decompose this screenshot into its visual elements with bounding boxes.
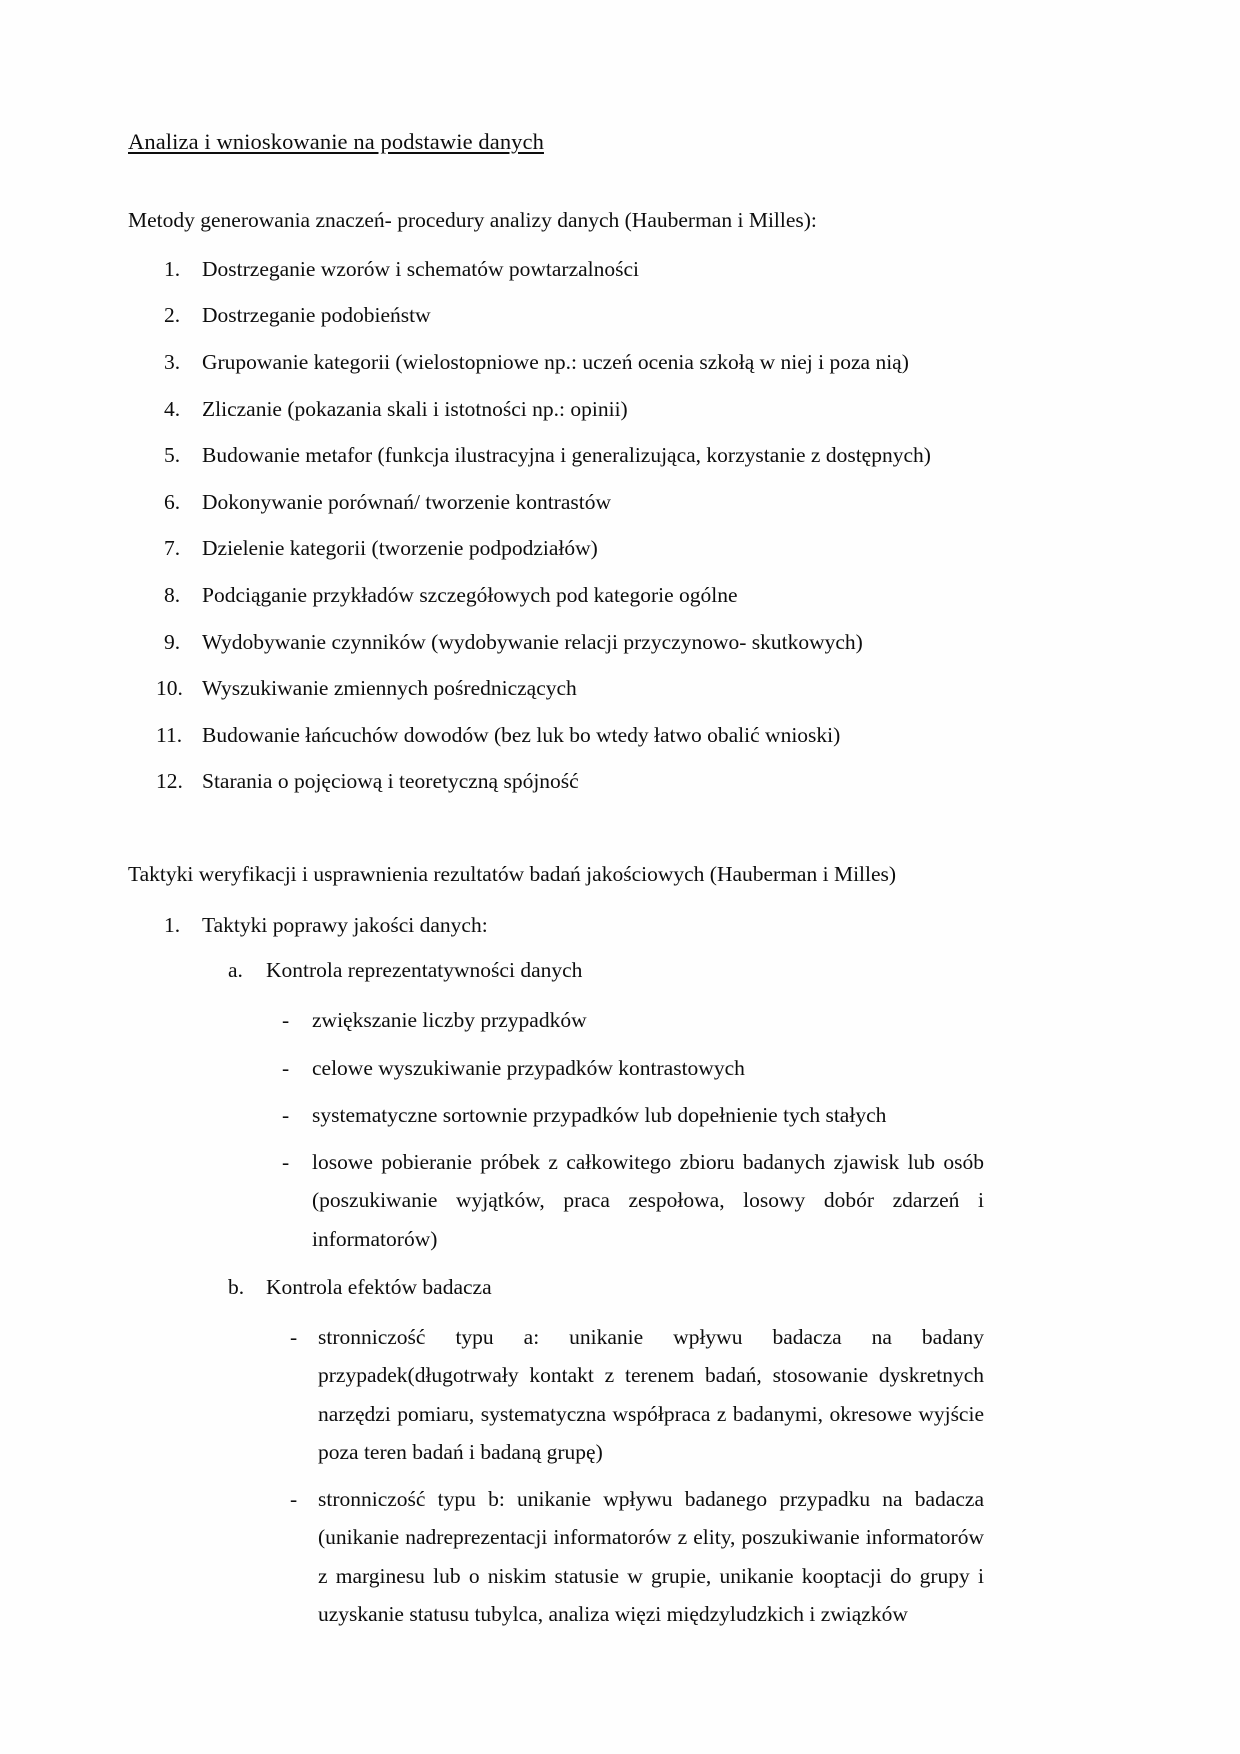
dash-marker: -	[282, 1150, 290, 1175]
list-item	[128, 675, 984, 702]
list-item-text: losowe pobieranie próbek z całkowitego zbioru badanych zjawisk lub osób (poszukiwanie wyjątków, praca zespołowa, losowy dobór zdarzeń i informatorów)	[312, 1150, 984, 1251]
list-item-text: stronniczość typu a: unikanie wpływu badacza na badany przypadek(długotrwały kontakt z terenem badań, stosowanie dyskretnych narzędzi pomiaru, systematyczna współpraca z badanymi, okresowe wyjście poza teren badań i badaną grupę)	[318, 1325, 984, 1464]
list-marker: b.	[228, 1274, 245, 1299]
list-item-text: Wydobywanie czynników (wydobywanie relacji przyczynowo- skutkowych)	[202, 629, 863, 654]
list-item	[266, 1143, 984, 1258]
list-item-text: Zliczanie (pokazania skali i istotności np.: opinii)	[202, 396, 628, 421]
methods-list	[128, 256, 984, 795]
list-item	[128, 489, 984, 516]
list-item	[128, 349, 984, 376]
list-item-text: Dostrzeganie wzorów i schematów powtarzalności	[202, 256, 640, 281]
section-1-lead: Metody generowania znaczeń- procedury analizy danych (Hauberman i Milles):	[128, 208, 817, 232]
list-item-text: Wyszukiwanie zmiennych pośredniczących	[202, 676, 577, 701]
list-item	[128, 582, 984, 609]
list-item	[278, 1318, 984, 1471]
list-item	[202, 957, 984, 1258]
list-marker: 7.	[164, 536, 181, 561]
list-item-text: Starania o pojęciową i teoretyczną spójność	[202, 769, 579, 794]
dash-marker: -	[282, 1008, 290, 1033]
list-item-text: celowe wyszukiwanie przypadków kontrastowych	[312, 1055, 745, 1080]
list-item-text: stronniczość typu b: unikanie wpływu badanego przypadku na badacza (unikanie nadreprezentacji informatorów z elity, poszukiwanie informatorów z marginesu lub o niskim statusie w grupie, unikanie kooptacji do grupy i uzyskanie statusu tubylca, analiza więzi międzyludzkich i związków	[318, 1487, 984, 1626]
list-item	[128, 629, 984, 656]
list-item-text: Dzielenie kategorii (tworzenie podpodziałów)	[202, 536, 598, 561]
list-marker: 10.	[156, 676, 183, 701]
list-item-text: Budowanie łańcuchów dowodów (bez luk bo wtedy łatwo obalić wnioski)	[202, 722, 841, 747]
list-item-text: Dokonywanie porównań/ tworzenie kontrastów	[202, 489, 611, 514]
list-item	[128, 396, 984, 423]
list-marker: 3.	[164, 350, 181, 375]
dash-marker: -	[290, 1487, 298, 1512]
tactics-sublist	[202, 957, 984, 1633]
list-item-text: Podciąganie przykładów szczegółowych pod kategorie ogólne	[202, 582, 738, 607]
list-marker: 1.	[164, 913, 181, 938]
bullet-list-a	[266, 1001, 984, 1258]
list-item	[266, 1001, 984, 1039]
dash-marker: -	[282, 1102, 290, 1127]
document-content	[128, 128, 984, 1653]
list-item	[128, 535, 984, 562]
section-2-lead: Taktyki weryfikacji i usprawnienia rezultatów badań jakościowych (Hauberman i Milles)	[128, 862, 897, 887]
list-marker: 4.	[164, 396, 181, 421]
list-item-text: Taktyki poprawy jakości danych:	[202, 913, 488, 938]
list-item-text: Budowanie metafor (funkcja ilustracyjna i generalizująca, korzystanie z dostępnych)	[202, 443, 931, 468]
dash-marker: -	[282, 1055, 290, 1080]
list-item	[128, 722, 984, 749]
list-item-text: zwiększanie liczby przypadków	[312, 1008, 587, 1033]
list-item-text: Dostrzeganie podobieństw	[202, 303, 431, 328]
tactics-list	[128, 912, 984, 1633]
list-item	[128, 912, 984, 1633]
dash-marker: -	[290, 1325, 298, 1350]
list-item	[202, 1274, 984, 1633]
list-marker: 5.	[164, 443, 181, 468]
list-item	[278, 1480, 984, 1633]
list-item-text: Grupowanie kategorii (wielostopniowe np.: uczeń ocenia szkołą w niej i poza nią)	[202, 350, 909, 375]
list-marker: 8.	[164, 582, 181, 607]
page-title: Analiza i wnioskowanie na podstawie danych	[128, 129, 544, 154]
list-marker: 6.	[164, 489, 181, 514]
bullet-list-b	[278, 1318, 984, 1633]
list-item	[128, 302, 984, 329]
list-marker: 11.	[156, 722, 183, 747]
list-item-text: Kontrola reprezentatywności danych	[266, 958, 583, 983]
list-marker: 9.	[164, 629, 181, 654]
list-item	[128, 442, 984, 469]
list-item	[128, 768, 984, 795]
list-item	[266, 1096, 984, 1134]
list-marker: 2.	[164, 303, 181, 328]
list-marker: 1.	[164, 256, 181, 281]
list-item	[266, 1049, 984, 1087]
list-item-text: systematyczne sortownie przypadków lub dopełnienie tych stałych	[312, 1102, 887, 1127]
list-item-text: Kontrola efektów badacza	[266, 1274, 492, 1299]
list-item	[128, 256, 984, 283]
list-marker: 12.	[156, 769, 183, 794]
list-marker: a.	[228, 958, 243, 983]
